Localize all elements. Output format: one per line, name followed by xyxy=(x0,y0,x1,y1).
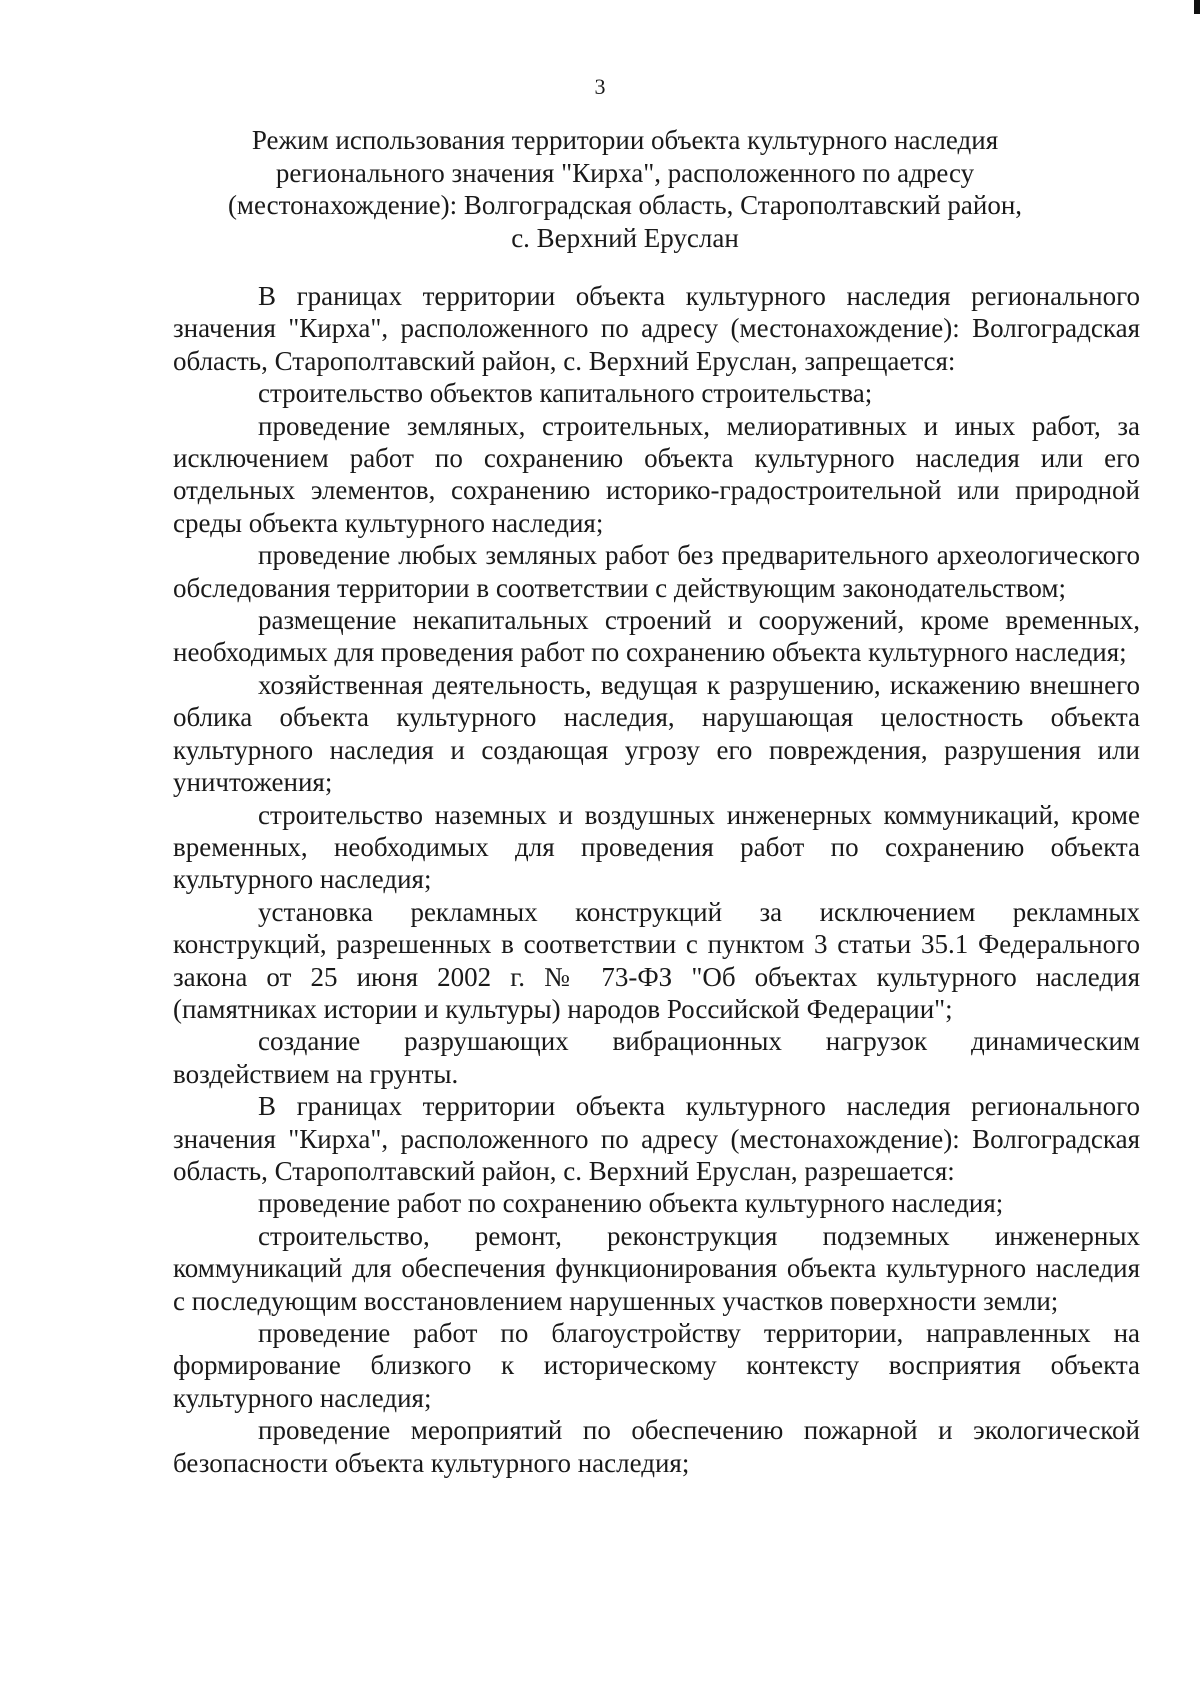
list-item: хозяйственная деятельность, ведущая к разрушению, искажению внешнего облика объекта культурного наследия, нарушающая целостность объекта культурного наследия и создающая угрозу его повреждения, разрушения или уничтожения; xyxy=(173,669,1140,798)
list-item: проведение мероприятий по обеспечению пожарной и экологической безопасности объекта культурного наследия; xyxy=(173,1415,1140,1478)
list-item: размещение некапитальных строений и сооружений, кроме временных, необходимых для проведения работ по сохранению объекта культурного наследия; xyxy=(173,605,1140,668)
list-item: строительство объектов капитального строительства; xyxy=(258,378,873,409)
document-title xyxy=(200,124,1050,254)
document-body xyxy=(173,280,1140,1479)
list-item: строительство наземных и воздушных инженерных коммуникаций, кроме временных, необходимых для проведения работ по сохранению объекта культурного наследия; xyxy=(173,799,1140,895)
page-number: 3 xyxy=(594,74,606,99)
title-line-2: регионального значения "Кирха", расположенного по адресу xyxy=(275,157,975,188)
permitted-intro-paragraph: В границах территории объекта культурного наследия регионального значения "Кирха", расположенного по адресу (местонахождение): Волгоградская область, Старополтавский район, с. Верхний Еруслан, разрешается: xyxy=(173,1091,1140,1186)
scan-corner-mark xyxy=(1194,0,1200,14)
list-item: строительство, ремонт, реконструкция подземных инженерных коммуникаций для обеспечения функционирования объекта культурного наследия с последующим восстановлением нарушенных участков поверхности земли; xyxy=(173,1220,1140,1316)
title-line-1: Режим использования территории объекта культурного наследия xyxy=(251,125,999,155)
prohibited-intro-paragraph: В границах территории объекта культурного наследия регионального значения "Кирха", расположенного по адресу (местонахождение): Волгоградская область, Старополтавский район, с. Верхний Еруслан, запрещается: xyxy=(173,281,1140,376)
list-item: проведение любых земляных работ без предварительного археологического обследования территории в соответствии с действующим законодательством; xyxy=(173,540,1140,603)
title-line-4: с. Верхний Еруслан xyxy=(511,222,739,253)
title-line-3: (местонахождение): Волгоградская область, Старополтавский район, xyxy=(227,190,1023,220)
list-item: проведение работ по благоустройству территории, направленных на формирование близкого к историческому контексту восприятия объекта культурного наследия; xyxy=(173,1318,1140,1413)
list-item: создание разрушающих вибрационных нагрузок динамическим воздействием на грунты. xyxy=(173,1026,1140,1089)
list-item: проведение работ по сохранению объекта культурного наследия; xyxy=(258,1188,1004,1219)
list-item: установка рекламных конструкций за исключением рекламных конструкций, разрешенных в соответствии с пунктом 3 статьи 35.1 Федерального закона от 25 июня 2002 г. № 73-ФЗ "Об объектах культурного наследия (памятниках истории и культуры) народов Российской Федерации"; xyxy=(173,896,1140,1024)
list-item: проведение земляных, строительных, мелиоративных и иных работ, за исключением работ по сохранению объекта культурного наследия или его отдельных элементов, сохранению историко-градостроительной или природной среды объекта культурного наследия; xyxy=(173,410,1140,538)
